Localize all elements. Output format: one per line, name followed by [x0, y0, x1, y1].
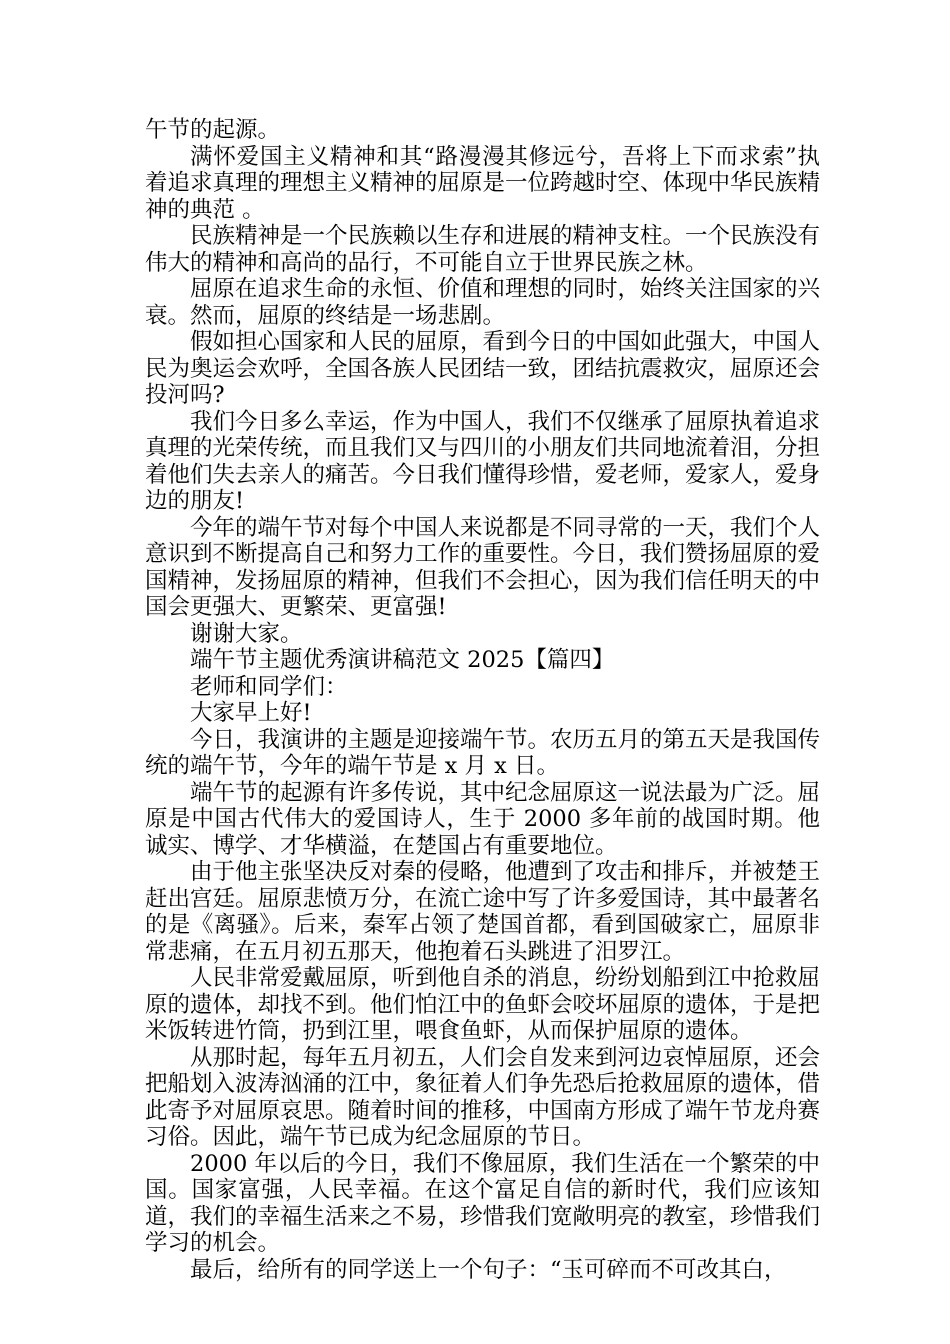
- paragraph-continuation: 午节的起源。: [145, 117, 281, 143]
- paragraph: 人民非常爱戴屈原，听到他自杀的消息，纷纷划船到江中抢救屈原的遗体，却找不到。他们怕江中的鱼虾会咬坏屈原的遗体，于是把米饭转进竹筒，扔到江里，喂食鱼虾，从而保护屈原的遗体。: [145, 965, 821, 1044]
- paragraph: 屈原在追求生命的永恒、价值和理想的同时，始终关注国家的兴衰。然而，屈原的终结是一场悲剧。: [145, 276, 821, 329]
- paragraph: 满怀爱国主义精神和其“路漫漫其修远兮，吾将上下而求索”执着追求真理的理想主义精神的屈原是一位跨越时空、体现中华民族精神的典范 。: [145, 143, 821, 223]
- paragraph: 端午节的起源有许多传说，其中纪念屈原这一说法最为广泛。屈原是中国古代伟大的爱国诗人，生于 2000 多年前的战国时期。他诚实、博学、才华横溢，在楚国占有重要地位。: [145, 779, 821, 859]
- paragraph: 最后，给所有的同学送上一个句子：“玉可碎而不可改其白，: [190, 1256, 787, 1283]
- paragraph: 民族精神是一个民族赖以生存和进展的精神支柱。一个民族没有伟大的精神和高尚的品行，不可能自立于世界民族之林。: [145, 223, 821, 276]
- paragraph: 今日，我演讲的主题是迎接端午节。农历五月的第五天是我国传统的端午节，今年的端午节是 x 月 x 日。: [145, 726, 821, 779]
- paragraph: 由于他主张坚决反对秦的侵略，他遭到了攻击和排斥，并被楚王赶出宫廷。屈原悲愤万分，在流亡途中写了许多爱国诗，其中最著名的是《离骚》。后来，秦军占领了楚国首都，看到国破家亡，屈原非常悲痛，在五月初五那天，他抱着石头跳进了汨罗江。: [145, 859, 821, 965]
- paragraph: 假如担心国家和人民的屈原，看到今日的中国如此强大，中国人民为奥运会欢呼，全国各族人民团结一致，团结抗震救灾，屈原还会投河吗?: [145, 329, 821, 408]
- document-body: [145, 117, 820, 1283]
- closing-line: 谢谢大家。: [190, 620, 303, 647]
- section-heading: 端午节主题优秀演讲稿范文 2025【篇四】: [190, 647, 615, 673]
- paragraph: 我们今日多么幸运，作为中国人，我们不仅继承了屈原执着追求真理的光荣传统，而且我们又与四川的小朋友们共同地流着泪，分担着他们失去亲人的痛苦。今日我们懂得珍惜，爱老师，爱家人，爱身边的朋友!: [145, 408, 821, 514]
- paragraph: 从那时起，每年五月初五，人们会自发来到河边哀悼屈原，还会把船划入波涛汹涌的江中，象征着人们争先恐后抢救屈原的遗体，借此寄予对屈原哀思。随着时间的推移，中国南方形成了端午节龙舟赛习俗。因此，端午节已成为纪念屈原的节日。: [145, 1044, 821, 1150]
- salutation: 老师和同学们：: [190, 673, 348, 700]
- greeting: 大家早上好!: [190, 700, 312, 726]
- paragraph: 2000 年以后的今日，我们不像屈原，我们生活在一个繁荣的中国。国家富强，人民幸福。在这个富足自信的新时代，我们应该知道，我们的幸福生活来之不易，珍惜我们宽敞明亮的教室，珍惜我们学习的机会。: [145, 1150, 821, 1256]
- paragraph: 今年的端午节对每个中国人来说都是不同寻常的一天，我们个人意识到不断提高自己和努力工作的重要性。今日，我们赞扬屈原的爱国精神，发扬屈原的精神，但我们不会担心，因为我们信任明天的中国会更强大、更繁荣、更富强!: [145, 514, 821, 620]
